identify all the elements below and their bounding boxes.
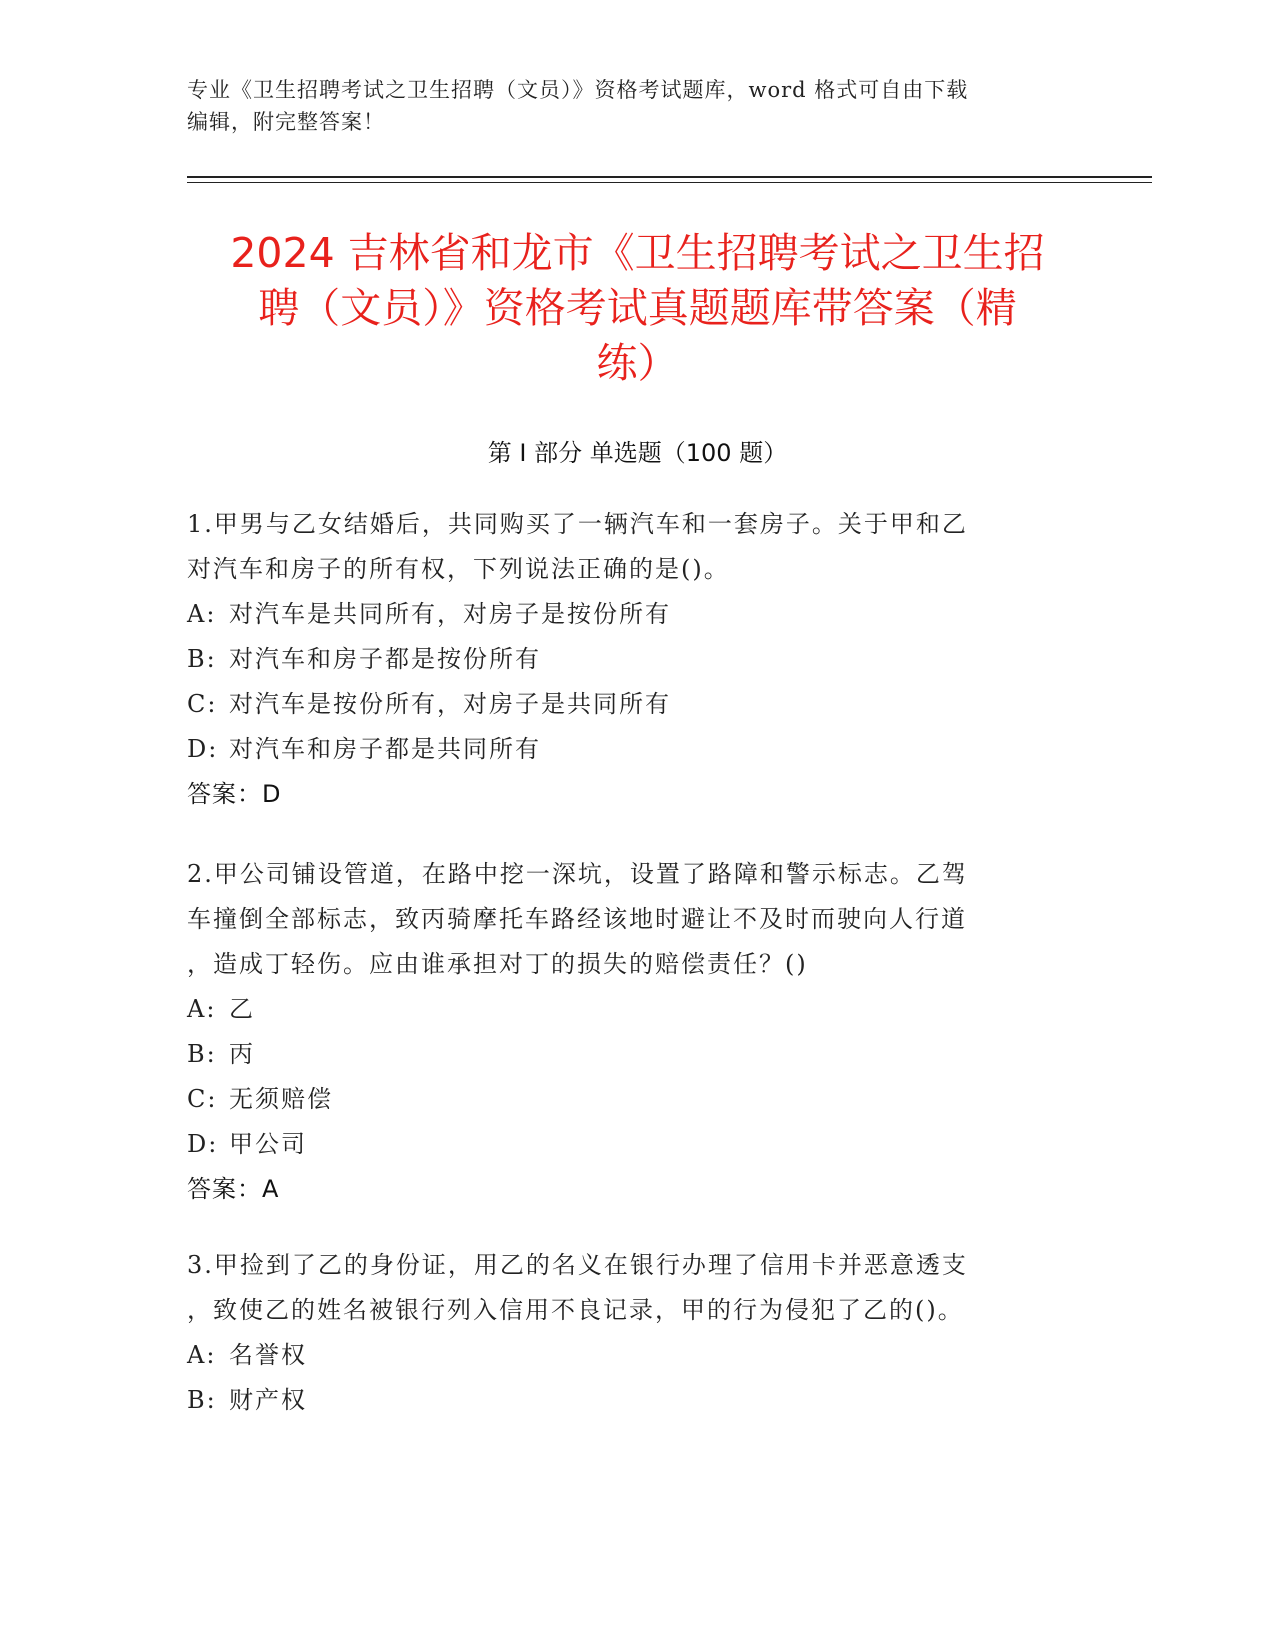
option-a: A: 名誉权 [187, 1341, 307, 1369]
question-3 [187, 1243, 1087, 1423]
option-a: A: 对汽车是共同所有，对房子是按份所有 [187, 600, 671, 628]
document-title [170, 226, 1105, 391]
header-divider-thick [187, 176, 1152, 178]
header-note-line: 专业《卫生招聘考试之卫生招聘（文员）》资格考试题库，word 格式可自由下载 [187, 78, 969, 102]
option-d: D: 甲公司 [187, 1130, 307, 1158]
title-line: 2024 吉林省和龙市《卫生招聘考试之卫生招 [230, 229, 1045, 277]
option-d: D: 对汽车和房子都是共同所有 [187, 735, 541, 763]
title-line: 练） [596, 339, 679, 387]
question-stem-line: 对汽车和房子的所有权，下列说法正确的是()。 [187, 555, 730, 583]
question-stem-line: 1.甲男与乙女结婚后，共同购买了一辆汽车和一套房子。关于甲和乙 [187, 510, 968, 538]
question-stem-line: ，致使乙的姓名被银行列入信用不良记录，甲的行为侵犯了乙的()。 [187, 1296, 964, 1324]
option-c: C: 无须赔偿 [187, 1085, 333, 1113]
question-1 [187, 502, 1087, 817]
option-c: C: 对汽车是按份所有，对房子是共同所有 [187, 690, 671, 718]
option-b: B: 丙 [187, 1040, 255, 1068]
option-b: B: 财产权 [187, 1386, 307, 1414]
header-note-line: 编辑，附完整答案！ [187, 110, 385, 134]
question-stem-line: ，造成丁轻伤。应由谁承担对丁的损失的赔偿责任？() [187, 950, 808, 978]
question-stem-line: 3.甲捡到了乙的身份证，用乙的名义在银行办理了信用卡并恶意透支 [187, 1251, 968, 1279]
answer: 答案：D [187, 780, 282, 808]
section-title: 第 I 部分 单选题（100 题） [487, 439, 788, 467]
title-line: 聘（文员）》资格考试真题题库带答案（精 [258, 284, 1017, 332]
question-2 [187, 852, 1087, 1212]
header-note [187, 74, 1087, 138]
question-stem-line: 2.甲公司铺设管道，在路中挖一深坑，设置了路障和警示标志。乙驾 [187, 860, 968, 888]
option-b: B: 对汽车和房子都是按份所有 [187, 645, 541, 673]
answer: 答案：A [187, 1175, 280, 1203]
question-stem-line: 车撞倒全部标志，致丙骑摩托车路经该地时避让不及时而驶向人行道 [187, 905, 967, 933]
option-a: A: 乙 [187, 995, 255, 1023]
header-divider-thin [187, 182, 1152, 183]
